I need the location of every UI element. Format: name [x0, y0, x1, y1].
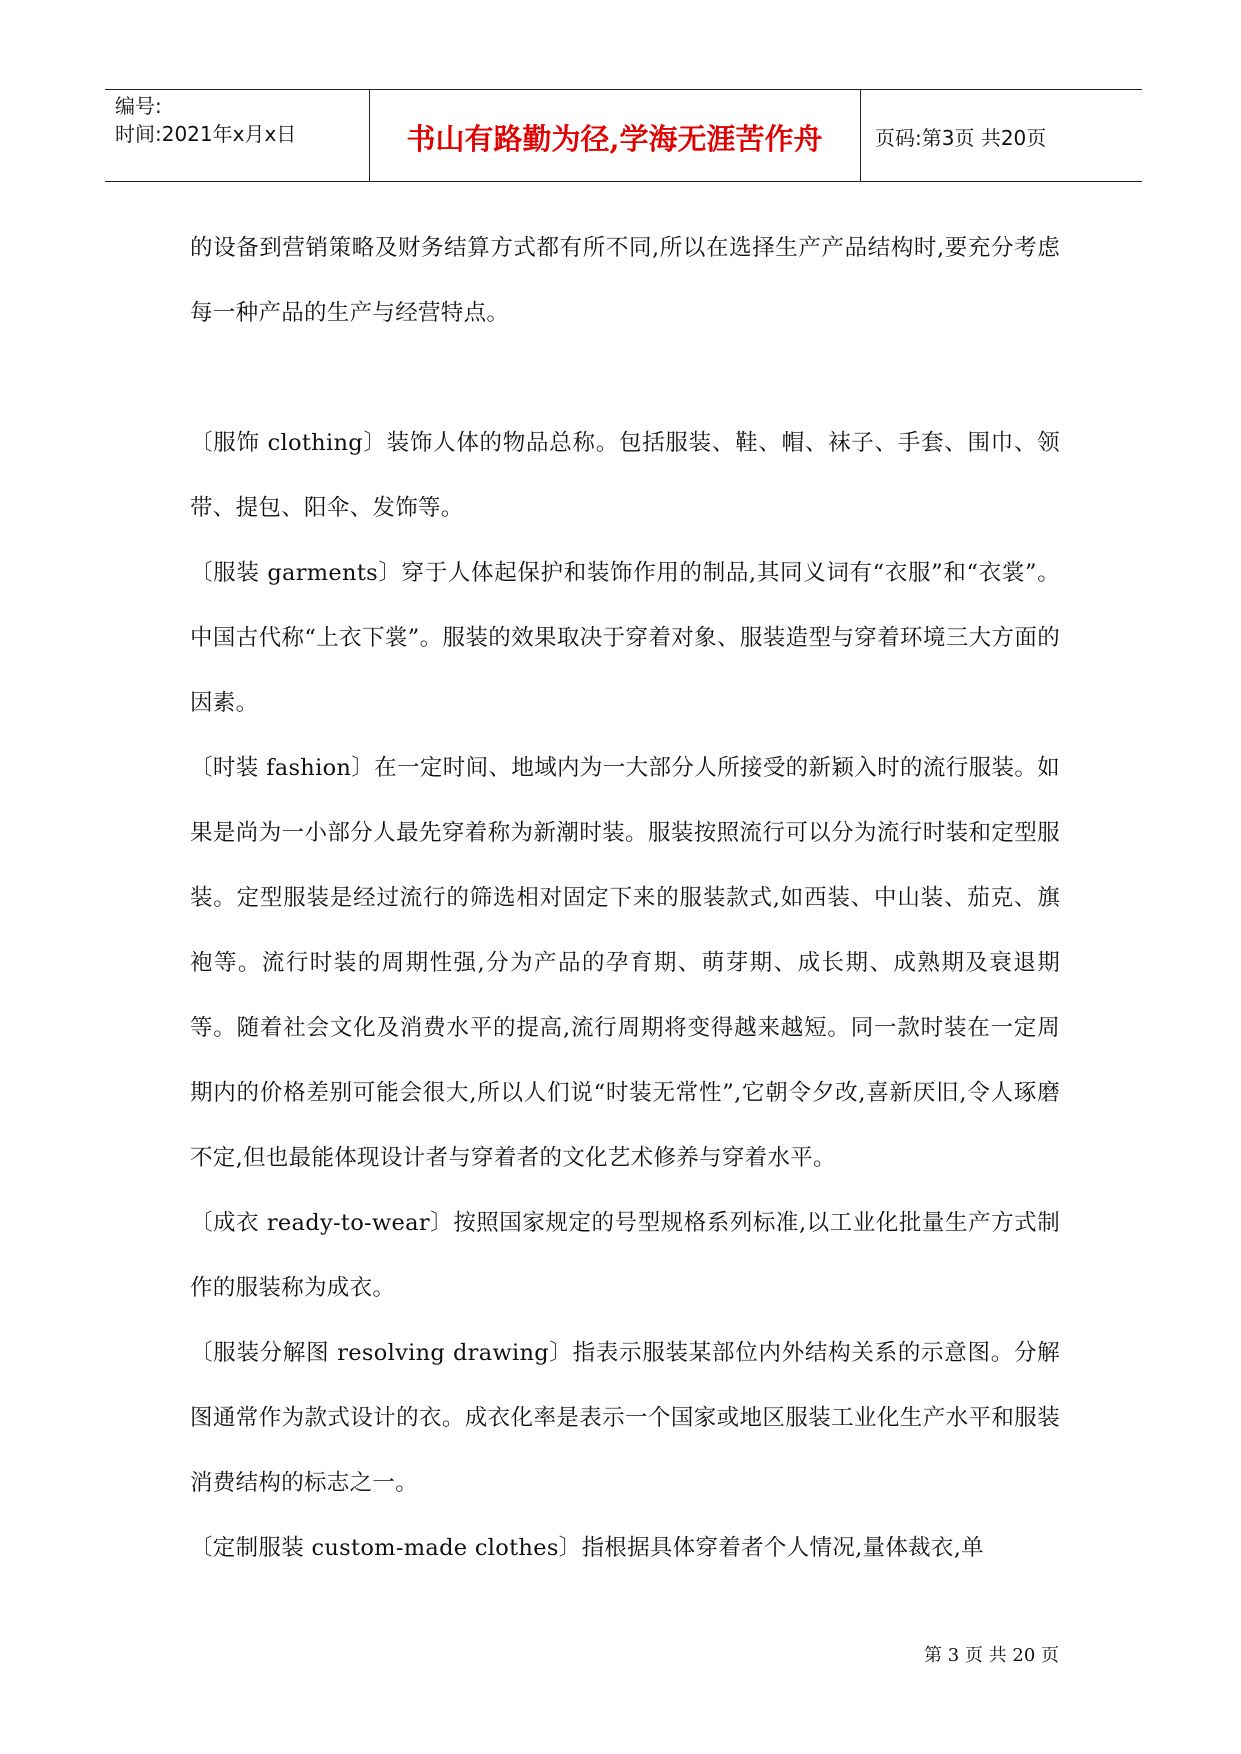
document-number-label: 编号:: [115, 94, 162, 118]
page-header: [105, 89, 1142, 182]
paragraph-fashion: 〔时装 fashion〕在一定时间、地域内为一大部分人所接受的新颖入时的流行服装。如果是尚为一小部分人最先穿着称为新潮时装。服装按照流行可以分为流行时装和定型服装。定型服装是经过流行的筛选相对固定下来的服装款式,如西装、中山装、茄克、旗袍等。流行时装的周期性强,分为产品的孕育期、萌芽期、成长期、成熟期及衰退期等。随着社会文化及消费水平的提高,流行周期将变得越来越短。同一款时装在一定周期内的价格差别可能会很大,所以人们说“时装无常性”,它朝令夕改,喜新厌旧,令人琢磨不定,但也最能体现设计者与穿着者的文化艺术修养与穿着水平。: [190, 755, 1060, 1171]
header-page-number: 页码:第3页 共20页: [875, 126, 1047, 150]
header-motto: 书山有路勤为径,学海无涯苦作舟: [406, 122, 823, 156]
paragraph-custom-made: 〔定制服装 custom-made clothes〕指根据具体穿着者个人情况,量体裁衣,单: [190, 1535, 984, 1561]
paragraph-ready-to-wear: 〔成衣 ready-to-wear〕按照国家规定的号型规格系列标准,以工业化批量生产方式制作的服装称为成衣。: [190, 1210, 1060, 1301]
paragraph-clothing: 〔服饰 clothing〕装饰人体的物品总称。包括服装、鞋、帽、袜子、手套、围巾、领带、提包、阳伞、发饰等。: [190, 430, 1060, 521]
paragraph-intro: 的设备到营销策略及财务结算方式都有所不同,所以在选择生产产品结构时,要充分考虑每一种产品的生产与经营特点。: [190, 235, 1060, 326]
paragraph-resolving-drawing: 〔服装分解图 resolving drawing〕指表示服装某部位内外结构关系的示意图。分解图通常作为款式设计的衣。成衣化率是表示一个国家或地区服装工业化生产水平和服装消费结构的标志之一。: [190, 1340, 1060, 1496]
header-divider-right: [860, 90, 861, 181]
page-footer: 第 3 页 共 20 页: [924, 1645, 1059, 1666]
document-time-label: 时间:2021年x月x日: [115, 122, 297, 146]
document-body: [190, 216, 1060, 1581]
header-info: [115, 92, 296, 148]
paragraph-garments: 〔服装 garments〕穿于人体起保护和装饰作用的制品,其同义词有“衣服”和“衣裳”。中国古代称“上衣下裳”。服装的效果取决于穿着对象、服装造型与穿着环境三大方面的因素。: [190, 560, 1060, 716]
